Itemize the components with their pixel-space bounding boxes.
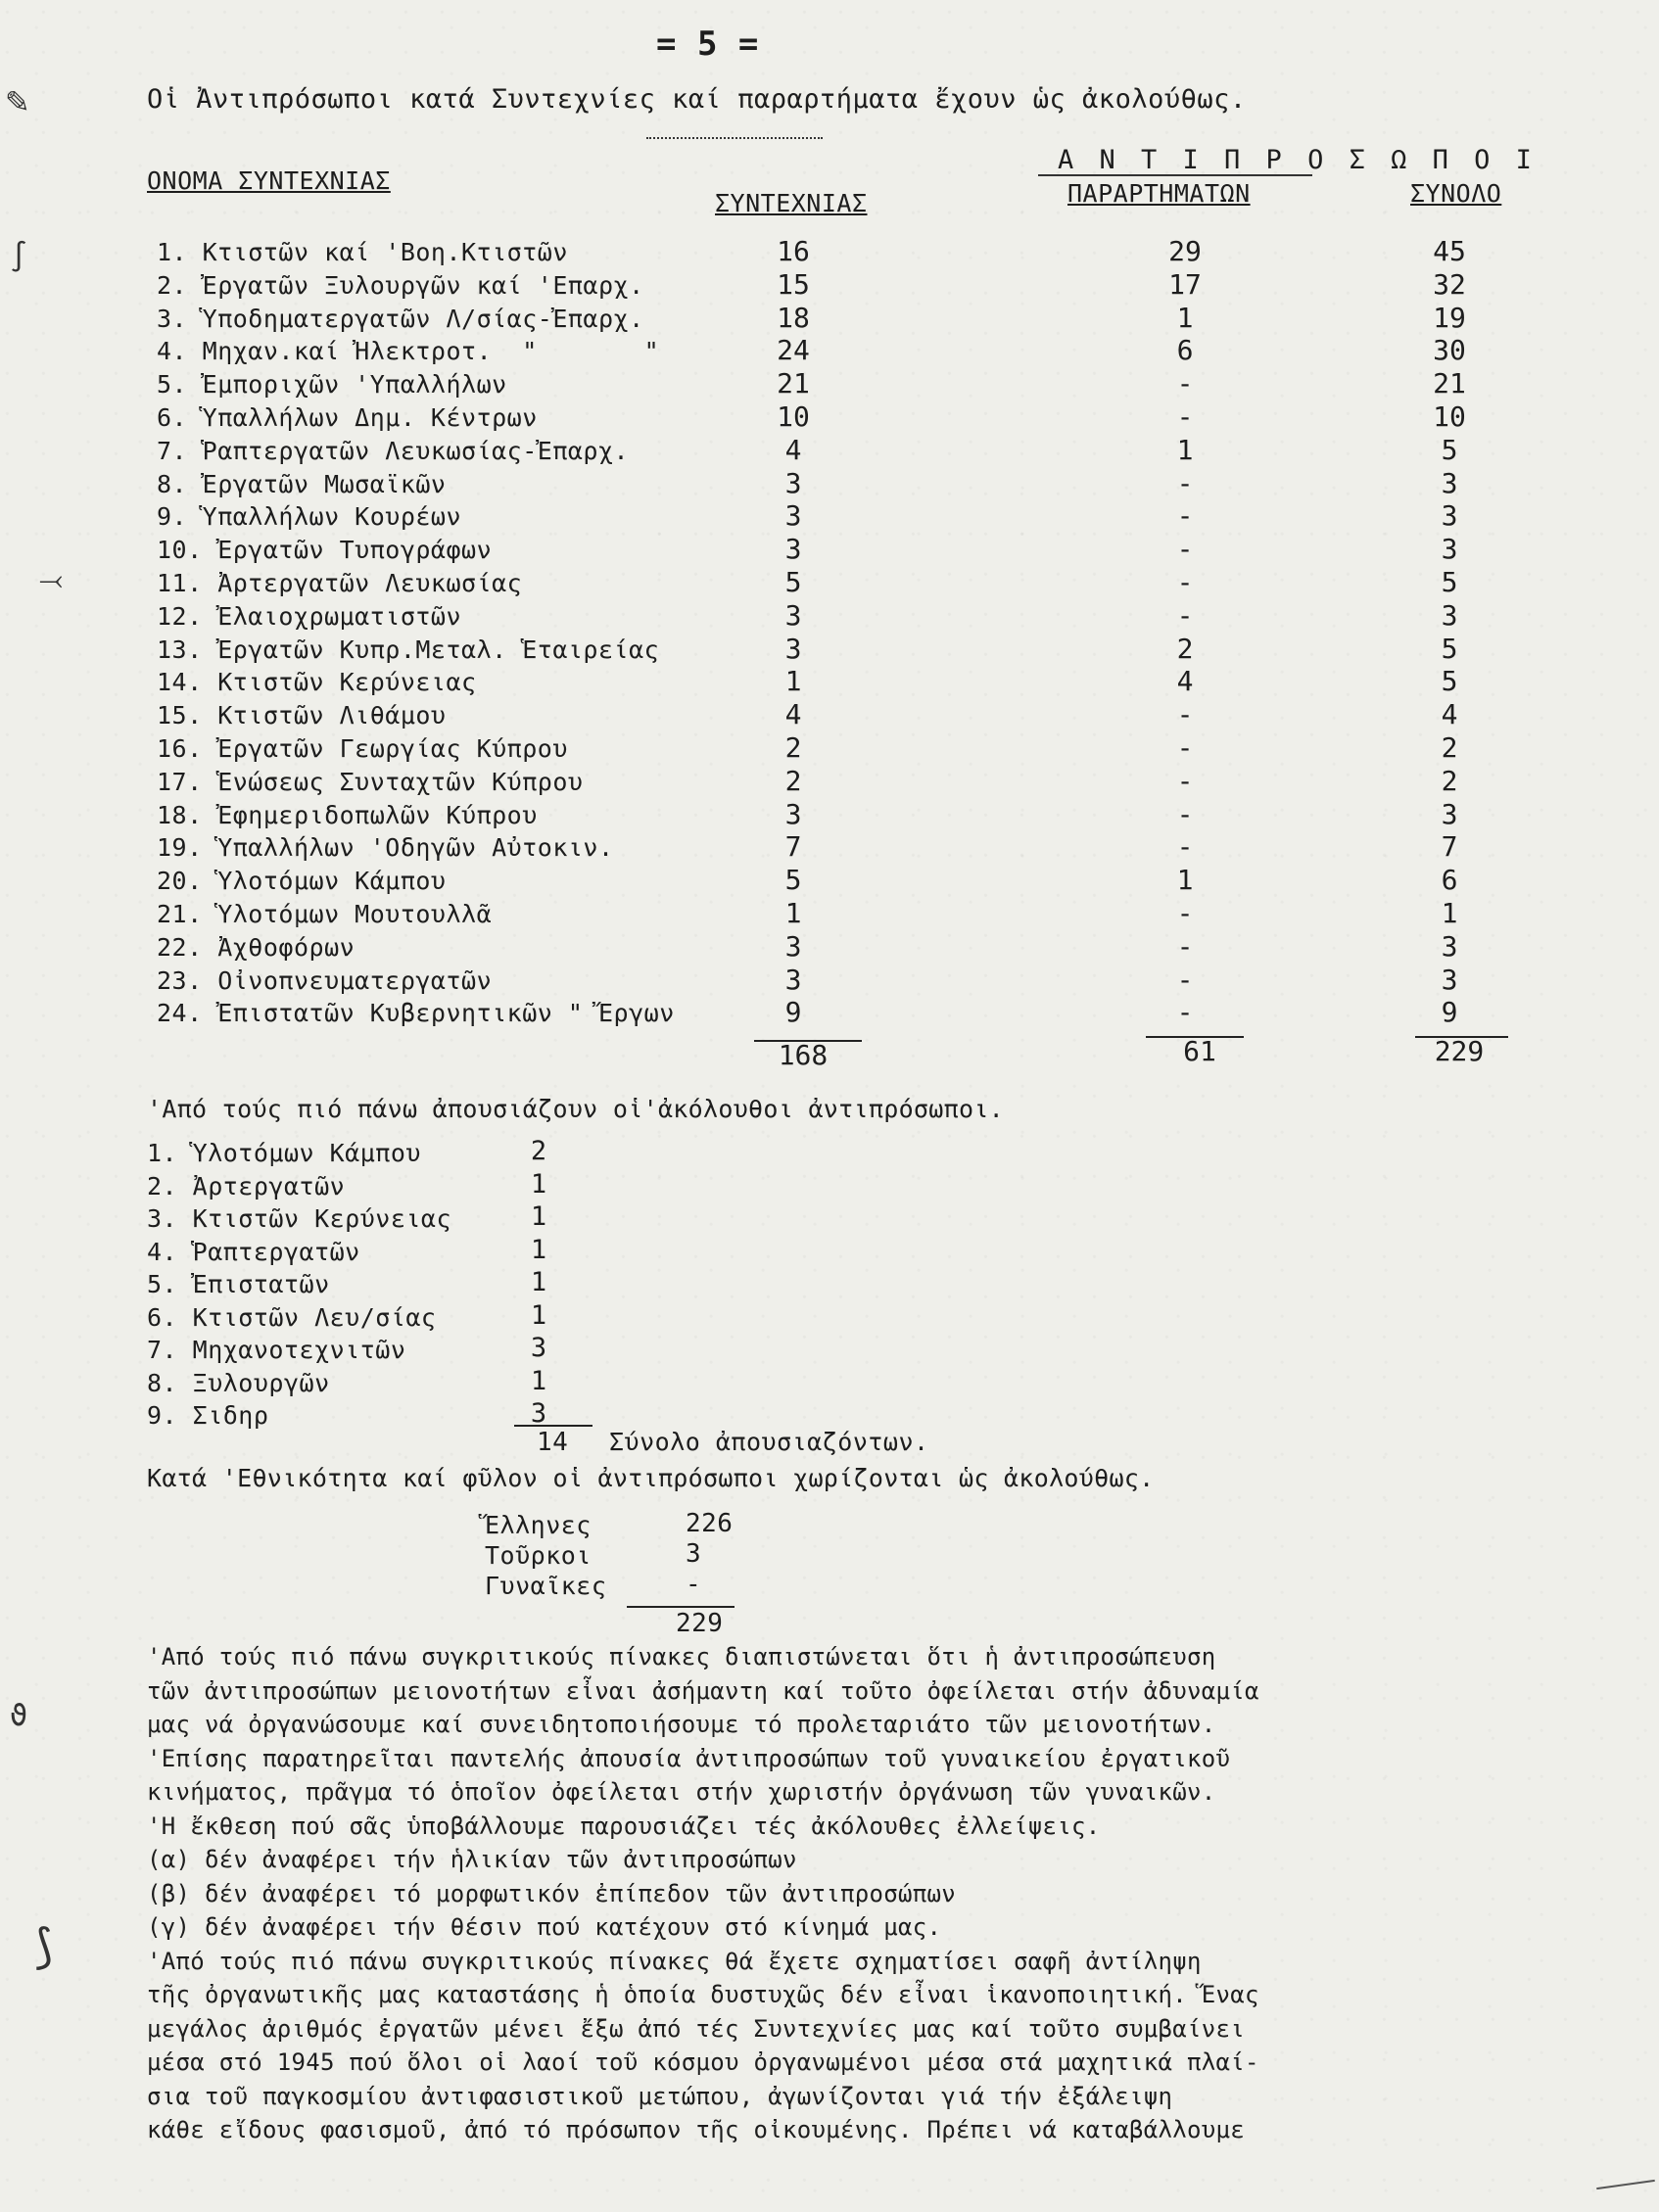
table-cell-total: 5 xyxy=(1441,566,1458,598)
table-cell-branch: - xyxy=(1176,963,1194,996)
absent-row-name: 7. Μηχανοτεχνιτῶν xyxy=(147,1336,406,1364)
table-row-name: 12. Ἐλαιοχρωματιστῶν xyxy=(157,601,462,631)
table-row-name: 6. Ὑπαλλήλων Δημ. Κέντρων xyxy=(157,403,538,432)
table-cell-total: 3 xyxy=(1441,533,1458,566)
table-cell-branch: 1 xyxy=(1176,864,1194,897)
report-line: μεγάλος ἀριθμός ἐργατῶν μένει ἔξω ἀπό τές Συντεχνίες μας καί τοῦτο συμβαίνει xyxy=(147,2014,1245,2043)
absent-intro: 'Από τούς πιό πάνω ἀπουσιάζουν οἱ'ἀκόλουθοι ἀντιπρόσωποι. xyxy=(147,1095,1005,1123)
table-cell-guild: 10 xyxy=(777,400,810,433)
table-cell-guild: 7 xyxy=(784,830,802,864)
table-cell-guild: 3 xyxy=(784,499,802,533)
table-cell-branch: 4 xyxy=(1176,665,1194,698)
table-cell-total: 7 xyxy=(1441,830,1458,864)
page-heading: Οἱ Ἀντιπρόσωποι κατά Συντεχνίες καί παραρτήματα ἔχουν ὡς ἀκολούθως. xyxy=(147,84,1247,115)
absent-row-name: 5. Ἐπιστατῶν xyxy=(147,1270,330,1298)
table-row-name: 14. Κτιστῶν Κερύνειας xyxy=(157,668,477,697)
col-header-total: ΣΥΝΟΛΟ xyxy=(1410,179,1502,208)
table-cell-guild: 5 xyxy=(784,864,802,897)
absent-row-count: 3 xyxy=(530,1398,547,1429)
table-cell-branch: 17 xyxy=(1168,267,1202,301)
table-cell-total: 3 xyxy=(1441,929,1458,963)
table-cell-total: 30 xyxy=(1433,334,1466,367)
report-line: 'Από τούς πιό πάνω συγκριτικούς πίνακες διαπιστώνεται ὅτι ἡ ἀντιπροσώπευση xyxy=(147,1643,1216,1671)
margin-bracket: ⟆ xyxy=(29,1919,58,1974)
group-header-representatives: Α Ν Τ Ι Π Ρ Ο Σ Ω Π Ο Ι xyxy=(1058,145,1537,175)
margin-mark-1: ∫ xyxy=(10,240,28,274)
table-cell-total: 45 xyxy=(1433,235,1466,267)
table-cell-guild: 24 xyxy=(777,334,810,367)
sum-branches: 61 xyxy=(1183,1035,1216,1067)
table-cell-total: 2 xyxy=(1441,731,1458,764)
table-cell-branch: - xyxy=(1176,731,1194,764)
absent-row-count: 1 xyxy=(530,1299,547,1331)
table-cell-guild: 3 xyxy=(784,929,802,963)
table-cell-total: 21 xyxy=(1433,367,1466,400)
report-line: κάθε εἴδους φασισμοῦ, ἀπό τό πρόσωπον τῆς οἰκουμένης. Πρέπει νά καταβάλλουμε xyxy=(147,2116,1245,2143)
ethnicity-label: Ἕλληνες xyxy=(485,1511,592,1539)
ethnicity-label: Τοῦρκοι xyxy=(485,1541,592,1570)
table-cell-branch: - xyxy=(1176,797,1194,830)
table-cell-guild: 3 xyxy=(784,797,802,830)
table-cell-branch: - xyxy=(1176,764,1194,797)
table-cell-guild: 2 xyxy=(784,764,802,797)
table-cell-total: 6 xyxy=(1441,864,1458,897)
table-cell-total: 3 xyxy=(1441,598,1458,632)
table-cell-total: 9 xyxy=(1441,996,1458,1029)
page-number: = 5 = xyxy=(656,24,759,64)
col-header-name: ΟΝΟΜΑ ΣΥΝΤΕΧΝΙΑΣ xyxy=(147,166,391,195)
absent-row-count: 2 xyxy=(530,1136,547,1166)
table-cell-total: 3 xyxy=(1441,466,1458,499)
ethnicity-total: 229 xyxy=(676,1609,724,1638)
table-row-name: 3. Ὑποδηματεργατῶν Λ/σίας-Ἐπαρχ. xyxy=(157,304,644,333)
table-cell-guild: 15 xyxy=(777,267,810,301)
table-cell-branch: - xyxy=(1176,996,1194,1029)
table-cell-total: 32 xyxy=(1433,267,1466,301)
table-cell-branch: - xyxy=(1176,499,1194,533)
sum-guilds: 168 xyxy=(778,1039,829,1071)
report-line: (α) δέν ἀναφέρει τήν ἡλικίαν τῶν ἀντιπροσώπων xyxy=(147,1846,797,1873)
absent-row-name: 3. Κτιστῶν Κερύνειας xyxy=(147,1204,452,1233)
absent-total-number: 14 xyxy=(537,1428,569,1457)
table-row-name: 9. Ὑπαλλήλων Κουρέων xyxy=(157,502,462,532)
table-cell-branch: - xyxy=(1176,367,1194,400)
col-header-guilds: ΣΥΝΤΕΧΝΙΑΣ xyxy=(715,189,868,217)
table-cell-total: 10 xyxy=(1433,400,1466,433)
absent-row-name: 2. Ἀρτεργατῶν xyxy=(147,1171,346,1200)
table-cell-guild: 3 xyxy=(784,466,802,499)
table-row-name: 18. Ἐφημεριδοπωλῶν Κύπρου xyxy=(157,800,538,829)
report-line: μας νά ὀργανώσουμε καί συνειδητοποιήσουμε τό προλεταριάτο τῶν μειονοτήτων. xyxy=(147,1711,1216,1738)
absent-total-label: Σύνολο ἀπουσιαζόντων. xyxy=(609,1428,929,1456)
table-row-name: 13. Ἐργατῶν Κυπρ.Μεταλ. Ἑταιρείας xyxy=(157,635,660,664)
table-cell-branch: - xyxy=(1176,830,1194,864)
table-cell-branch: 6 xyxy=(1176,334,1194,367)
table-cell-guild: 4 xyxy=(784,433,802,466)
absent-row-count: 1 xyxy=(530,1365,547,1396)
table-cell-guild: 1 xyxy=(784,665,802,698)
table-cell-total: 5 xyxy=(1441,665,1458,698)
table-cell-guild: 18 xyxy=(777,301,810,334)
table-row-name: 8. Ἐργατῶν Μωσαϊκῶν xyxy=(157,469,447,498)
table-row-name: 11. Ἀρτεργατῶν Λευκωσίας xyxy=(157,569,523,597)
heading-underline xyxy=(646,137,823,139)
table-cell-guild: 3 xyxy=(784,632,802,665)
group-header-line xyxy=(1038,174,1312,176)
absent-row-count: 1 xyxy=(530,1201,547,1232)
ethnicity-intro: Κατά 'Εθνικότητα καί φῦλον οἱ ἀντιπρόσωποι χωρίζονται ὡς ἀκολούθως. xyxy=(147,1464,1155,1492)
col-header-branches: ΠΑΡΑΡΤΗΜΑΤΩΝ xyxy=(1067,179,1251,208)
table-cell-total: 1 xyxy=(1441,897,1458,929)
table-row-name: 1. Κτιστῶν καί 'Βοη.Κτιστῶν xyxy=(157,238,568,266)
absent-row-name: 1. Ὑλοτόμων Κάμπου xyxy=(147,1139,421,1167)
table-cell-branch: - xyxy=(1176,598,1194,632)
report-line: 'Επίσης παρατηρεῖται παντελής ἀπουσία ἀντιπροσώπων τοῦ γυναικείου ἐργατικοῦ xyxy=(147,1744,1231,1772)
table-cell-branch: - xyxy=(1176,897,1194,929)
table-cell-branch: 1 xyxy=(1176,301,1194,334)
sum-total: 229 xyxy=(1434,1035,1485,1067)
table-cell-branch: - xyxy=(1176,929,1194,963)
table-cell-guild: 5 xyxy=(784,566,802,598)
table-row-name: 7. Ῥαπτεργατῶν Λευκωσίας-Ἐπαρχ. xyxy=(157,436,630,465)
table-cell-guild: 16 xyxy=(777,235,810,267)
absent-row-count: 1 xyxy=(530,1168,547,1200)
table-cell-total: 2 xyxy=(1441,764,1458,797)
table-cell-total: 3 xyxy=(1441,499,1458,533)
table-row-name: 21. Ὑλοτόμων Μουτουλλᾶ xyxy=(157,900,493,928)
absent-row-name: 9. Σιδηρ xyxy=(147,1401,269,1430)
table-cell-branch: 29 xyxy=(1168,235,1202,267)
table-row-name: 4. Μηχαν.καί Ἠλεκτροτ. " " xyxy=(157,337,660,366)
table-row-name: 17. Ἑνώσεως Συνταχτῶν Κύπρου xyxy=(157,767,584,796)
table-row-name: 20. Ὑλοτόμων Κάμπου xyxy=(157,867,447,896)
table-cell-guild: 1 xyxy=(784,897,802,929)
table-cell-branch: - xyxy=(1176,533,1194,566)
ethnicity-label: Γυναῖκες xyxy=(485,1572,607,1600)
table-cell-guild: 2 xyxy=(784,731,802,764)
absent-row-name: 4. Ῥαπτεργατῶν xyxy=(147,1237,360,1266)
absent-row-count: 1 xyxy=(530,1234,547,1265)
table-cell-total: 3 xyxy=(1441,797,1458,830)
table-row-name: 24. Ἐπιστατῶν Κυβερνητικῶν " Ἔργων xyxy=(157,999,675,1028)
table-cell-total: 19 xyxy=(1433,301,1466,334)
report-line: τῆς ὀργανωτικῆς μας καταστάσης ἡ ὁποία δυστυχῶς δέν εἶναι ἱκανοποιητική. Ἕνας xyxy=(147,1981,1259,2008)
report-line: 'Από τούς πιό πάνω συγκριτικούς πίνακες θά ἔχετε σχηματίσει σαφῆ ἀντίληψη xyxy=(147,1947,1202,1975)
table-cell-guild: 4 xyxy=(784,698,802,731)
absent-row-count: 3 xyxy=(530,1333,547,1363)
table-row-name: 10. Ἐργατῶν Τυπογράφων xyxy=(157,536,493,565)
margin-tick: ⤙ xyxy=(39,563,63,597)
absent-row-name: 6. Κτιστῶν Λευ/σίας xyxy=(147,1302,437,1332)
table-cell-branch: 2 xyxy=(1176,632,1194,665)
table-row-name: 16. Ἐργατῶν Γεωργίας Κύπρου xyxy=(157,734,568,763)
absent-row-count: 1 xyxy=(530,1267,547,1297)
margin-ink-mark: ✎ xyxy=(6,78,28,121)
ethnicity-sum-line xyxy=(627,1606,735,1608)
table-cell-total: 4 xyxy=(1441,698,1458,731)
table-row-name: 15. Κτιστῶν Λιθάμου xyxy=(157,701,447,730)
ethnicity-value: - xyxy=(686,1570,702,1599)
absent-row-name: 8. Ξυλουργῶν xyxy=(147,1368,330,1397)
table-cell-guild: 3 xyxy=(784,598,802,632)
report-line: κινήματος, πρᾶγμα τό ὁποῖον ὀφείλεται στήν χωριστήν ὀργάνωση τῶν γυναικῶν. xyxy=(147,1778,1216,1806)
report-line: 'Η ἔκθεση πού σᾶς ὑποβάλλουμε παρουσιάζει τές ἀκόλουθες ἐλλείψεις. xyxy=(147,1812,1101,1840)
report-line: (β) δέν ἀναφέρει τό μορφωτικόν ἐπίπεδον τῶν ἀντιπροσώπων xyxy=(147,1879,956,1907)
table-cell-branch: - xyxy=(1176,698,1194,731)
margin-mark-2: ϑ xyxy=(10,1699,28,1733)
table-cell-total: 5 xyxy=(1441,632,1458,665)
table-row-name: 2. Ἐργατῶν Ξυλουργῶν καί 'Επαρχ. xyxy=(157,270,644,300)
report-line: τῶν ἀντιπροσώπων μειονοτήτων εἶναι ἀσήμαντη καί τοῦτο ὀφείλεται στήν ἀδυναμία xyxy=(147,1676,1259,1705)
table-cell-guild: 9 xyxy=(784,996,802,1029)
table-cell-guild: 21 xyxy=(777,367,810,400)
table-cell-total: 3 xyxy=(1441,963,1458,996)
absent-sum-line xyxy=(514,1425,592,1427)
table-cell-total: 5 xyxy=(1441,433,1458,466)
table-cell-guild: 3 xyxy=(784,533,802,566)
report-line: μέσα στό 1945 πού ὅλοι οἱ λαοί τοῦ κόσμου ὀργανωμένοι μέσα στά μαχητικά πλαί- xyxy=(147,2048,1259,2076)
table-row-name: 5. Ἐμποριχῶν 'Υπαλλήλων xyxy=(157,370,507,400)
report-line: (γ) δέν ἀναφέρει τήν θέσιν πού κατέχουν στό κίνημά μας. xyxy=(147,1913,942,1941)
report-line: σια τοῦ παγκοσμίου ἀντιφασιστικοῦ μετώπου, ἀγωνίζονται γιά τήν ἐξάλειψη xyxy=(147,2082,1173,2110)
table-cell-branch: - xyxy=(1176,566,1194,598)
table-row-name: 22. Ἀχθοφόρων xyxy=(157,932,356,962)
table-cell-branch: - xyxy=(1176,400,1194,433)
table-row-name: 23. Οἰνοπνευματεργατῶν xyxy=(157,965,493,995)
table-cell-branch: 1 xyxy=(1176,433,1194,466)
ethnicity-value: 226 xyxy=(686,1509,734,1538)
ethnicity-value: 3 xyxy=(686,1539,702,1569)
table-cell-branch: - xyxy=(1176,466,1194,499)
table-row-name: 19. Ὑπαλλήλων 'Οδηγῶν Αὐτοκιν. xyxy=(157,833,614,863)
table-cell-guild: 3 xyxy=(784,963,802,996)
